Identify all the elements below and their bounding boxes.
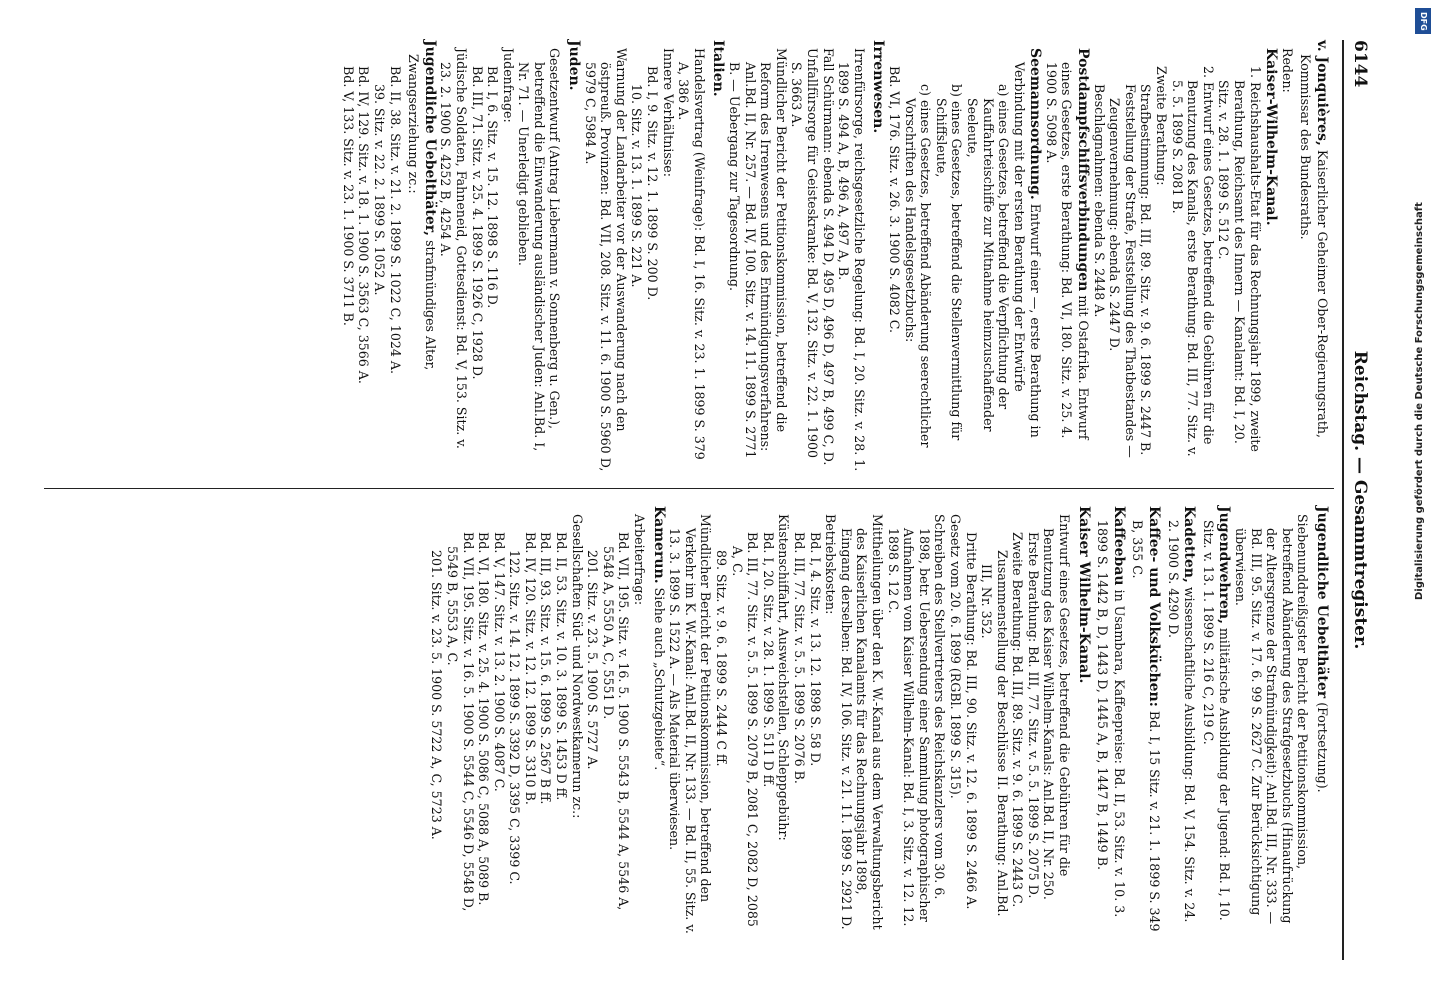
index-entry: [1138, 40, 1154, 472]
index-entry: [438, 40, 469, 472]
index-text: Jüdische Soldaten, Fahneneid, Gottesdienst: Bd. V, 153. Sitz. v. 23. 2. 1900 S. 4252 B, 4254 A.: [438, 48, 469, 449]
index-heading-entry: [1298, 40, 1330, 472]
index-text: Siehe auch „Schutzgebiete“.: [651, 587, 667, 771]
index-entry: [469, 40, 485, 472]
index-text: Gesetzentwurf (Antrag Liebermann v. Sonnenberg u. Gen.), betreffend die Einwanderung ausländischer Juden: Anl.Bd. I, Nr. 71. — Unerledigt geblieben.: [516, 48, 563, 452]
index-keyword: Kaffeebau: [1110, 506, 1127, 586]
index-text: b) eines Gesetzes, betreffend die Stellenvermittlung für Schiffsleute,: [933, 84, 965, 441]
index-text: Küstenschiffahrt, Ausweichstellen, Schleppgebühr:: [776, 514, 792, 841]
index-text: wissenschaftliche Ausbildung: Bd. V, 154. Sitz. v. 24. 2. 1900 S. 4290 D.: [1165, 520, 1198, 923]
index-entry: [729, 506, 760, 938]
index-text: Bd. I, 15 Sitz. v. 21. 1. 1899 S. 349 B, 355 C.: [1130, 520, 1163, 932]
index-entry: [582, 40, 629, 472]
index-entry: [631, 506, 647, 938]
index-text: Bd. II, 38. Sitz. v. 21. 2. 1899 S. 1022 C, 1024 A.: [387, 66, 403, 374]
index-text: Unfallfürsorge für Geisteskranke: Bd. V, 132. Sitz. v. 22. 1. 1900 S. 3663 A.: [789, 48, 820, 459]
index-text: Zweite Berathung: Bd. III, 89. Sitz. v. 9. 6. 1899 S. 2443 C.: [1010, 532, 1026, 908]
index-keyword: Kamerun.: [650, 506, 667, 584]
index-text: Reden:: [1279, 48, 1295, 93]
index-keyword: v. Jonquières,: [1314, 40, 1330, 146]
index-heading-entry: [1095, 506, 1127, 938]
index-entry: [585, 506, 601, 938]
index-entry: [1025, 506, 1041, 938]
index-text: Bd. VII, 195. Sitz. v. 16. 5. 1900 S. 5543 B, 5544 A, 5546 A, 5548 A, 5550 A, C, 5551 D.: [600, 532, 632, 911]
index-entry: [964, 40, 1011, 472]
index-text: strafmündiges Alter, Zwangserziehung zc.:: [406, 54, 438, 371]
index-entry: [933, 40, 964, 472]
index-text: 2. Entwurf eines Gesetzes, betreffend die Gebühren für die Benutzung des Kanals, erste Berathung: Bd. III, 77. Sitz. v. 5. 5. 1899 S. 2081 B.: [1169, 66, 1216, 457]
index-entry: [444, 506, 475, 938]
index-entry: [1232, 506, 1310, 938]
index-entry: [963, 506, 979, 938]
index-entry: [1091, 40, 1107, 472]
index-text: Bd. III, 77. Sitz. v. 5. 5. 1899 S. 2076 B.: [792, 532, 807, 784]
dfg-credit-text: Digitalisierung gefördert durch die Deutsche Forschungsgemeinschaft: [1414, 202, 1425, 600]
index-keyword: Jugendliche Uebelthäter: [1314, 506, 1330, 699]
index-entry: [644, 40, 660, 472]
index-entry: [1107, 40, 1138, 472]
index-heading-entry: [1165, 506, 1197, 938]
column-divider: [44, 488, 1334, 489]
index-entry: [807, 506, 823, 938]
index-text: Mittheilungen über den K. W.-Kanal aus dem Verwaltungsbericht des Kaiserlichen Kanalamts für das Rechnungsjahr 1898, Eingang derselben: Bd. IV, 106. Sitz. v. 21. 11. 1899 S. 2921 D.: [838, 514, 885, 930]
index-text: Bd. V, 147. Sitz. v. 13. 2. 1900 S. 4087 C.: [491, 532, 507, 792]
index-entry: [667, 506, 714, 938]
index-entry: [1216, 40, 1263, 472]
index-entry: [554, 506, 570, 938]
index-entry: [491, 506, 507, 938]
index-entry: [387, 40, 403, 472]
index-entry: [340, 40, 356, 472]
index-text: a) eines Gesetzes, betreffend die Verpflichtung der Kauffahrteischiffe zur Mitnahme heimzuschaffender Seeleute,: [964, 84, 1012, 432]
index-entry: [886, 40, 902, 472]
index-entry: [838, 506, 885, 938]
index-text: Zweite Berathung:: [1154, 66, 1170, 186]
index-keyword: Kaiser-Wilhelm-Kanal.: [1263, 48, 1280, 226]
left-column: [340, 40, 1330, 472]
index-heading-entry: [1075, 506, 1092, 938]
index-text: Handelsvertrag (Weinfrage): Bd. I, 16. Sitz. v. 23. 1. 1899 S. 379 A, 386 A.: [676, 48, 707, 460]
index-heading-entry: [1263, 40, 1280, 472]
index-text: Bd. III, 71. Sitz. v. 25. 4. 1899 S. 1926 C, 1928 D.: [469, 66, 485, 380]
index-heading-entry: [406, 40, 438, 472]
index-text: Schreiben des Stellvertreters des Reichskanzlers vom 30. 6. 1898, betr. Uebersendung einer Sammlung photographischer Aufnahmen vom Kaiser Wilhelm-Kanal: Bd. I, 3. Sitz. v. 12. 12. 1898 S. 12 C.: [885, 514, 948, 927]
index-text: Gesetz vom 20. 6. 1899 (RGBl. 1899 S. 315).: [947, 514, 963, 799]
index-keyword: Jugendliche Uebelthäter,: [421, 40, 438, 237]
header-rule: [1342, 40, 1344, 960]
right-column: [429, 506, 1330, 938]
index-entry: [1279, 40, 1295, 472]
index-keyword: Kadetten,: [1181, 506, 1198, 583]
index-entry: [371, 40, 387, 472]
index-text: Zusammenstellung der Beschlüsse II. Berathung: Anl.Bd. III, Nr. 352.: [979, 550, 1010, 917]
index-entry: [538, 506, 554, 938]
index-text: Strafbestimmung: Bd. III, 89. Sitz. v. 9. 6. 1899 S. 2447 B.: [1138, 84, 1154, 456]
dfg-logo: DFG: [1415, 8, 1431, 34]
index-entry: [820, 40, 836, 472]
index-text: c) eines Gesetzes, betreffend Abänderung seerechtlicher Vorschriften des Handelsgesetzbuchs:: [902, 84, 934, 448]
index-text: Bd. III, 77. Sitz. v. 5. 5. 1899 S. 2079 B, 2081 C, 2082 D, 2085 A, C.: [729, 532, 761, 927]
index-heading-entry: [870, 40, 887, 472]
index-entry: [947, 506, 963, 938]
index-entry: [516, 40, 563, 472]
index-text: militärische Ausbildung der Jugend: Bd. I, 10. Sitz. v. 13. 1. 1899 S. 216 C, 219 C.: [1200, 520, 1233, 921]
index-entry: [791, 506, 807, 938]
index-entry: [522, 506, 538, 938]
index-entry: [1041, 506, 1072, 938]
index-text: Bd. IV, 120. Sitz. v. 12. 12. 1899 S. 3310 B.: [522, 532, 538, 805]
index-entry: [660, 40, 676, 472]
index-text: Warnung der Landarbeiter vor der Auswanderung nach den östpreuß. Provinzen: Bd. VII, 208. Sitz. v. 11. 6. 1900 S. 5960 D, 5979 C, 5984 A.: [582, 48, 629, 472]
index-text: Bd. I, 20. Sitz. v. 28. 1. 1899 S. 511 D ff.: [760, 532, 776, 788]
index-text: Irrenfürsorge, reichsgesetzliche Regelung: Bd. I, 20. Sitz. v. 28. 1. 1899 S. 494 A, B, 496 A, 497 A, B.: [836, 48, 867, 472]
index-entry: [629, 40, 645, 472]
index-text: Arbeiterfrage:: [632, 514, 648, 606]
page-title: Reichstag. — Gesammtregister.: [1350, 350, 1370, 650]
index-text: 1. Reichshaushalts-Etat für das Rechnungsjahr 1899, zweite Berathung, Reichsamt des Innern — Kanalamt: Bd. I, 20. Sitz. v. 28. 1. 1899 S. 512 C.: [1216, 66, 1263, 452]
index-text: Erste Berathung: Bd. III, 77. Sitz. v. 5. 5. 1899 S. 2075 D.: [1025, 532, 1041, 899]
index-heading-entry: [1043, 40, 1091, 472]
index-heading-entry: [1011, 40, 1043, 472]
index-entry: [356, 40, 372, 472]
index-entry: [760, 506, 776, 938]
index-text: Bd. VI, 180. Sitz. v. 25. 4. 1900 S. 5086 C, 5088 A, 5089 B.: [476, 532, 492, 906]
index-text: 122. Sitz. v. 14. 12. 1899 S. 3392 D, 3395 C, 3399 C.: [507, 550, 523, 885]
index-heading-entry: [1130, 506, 1162, 938]
running-header: [1344, 40, 1374, 960]
index-heading-entry: [1313, 506, 1330, 938]
index-entry: [836, 40, 867, 472]
index-text: Betriebskosten:: [823, 514, 839, 615]
index-entry: [713, 506, 729, 938]
index-text: Siebenunddreißigster Bericht der Petitionskommission, betreffend Abänderung des Strafgesetzbuchs (Hinaufrückung der Altersgrenze der Strafmündigkeit): Anl.Bd. III, Nr. 333. — Bd. III, 95. Sitz. v. 17. 6. 99 S. 2627 C. Zur Berücksichtigung überwiesen.: [1233, 514, 1311, 925]
index-text: Bd. VI, 176. Sitz. v. 26. 3. 1900 S. 4082 C.: [886, 66, 902, 333]
index-text: Mündlicher Bericht der Petitionskommission, betreffend die Reform des Irrenwesens und des Entmündigungsverfahrens: Anl.Bd. II, Nr. 257. — Bd. IV, 100. Sitz. v. 14. 11. 1899 S. 2771 B. — Uebergang zur Tagesordnung.: [727, 48, 789, 459]
index-text: Fall Schürmann: ebenda S. 494 D, 495 D, 496 D, 497 B, 499 C, D.: [820, 48, 836, 466]
index-text: Judenfrage:: [500, 48, 516, 123]
index-text: 39. Sitz. v. 22. 2. 1899 S. 1052 A.: [371, 84, 387, 296]
index-text: Mündlicher Bericht der Petitionskommission, betreffend den Verkehr im K. W.-Kanal: Anl.Bd. II, Nr. 133. — Bd. II, 55. Sitz. v. 13. 3. 1899 S. 1522 A. — Als Material überwiesen.: [667, 514, 714, 934]
index-text: Gesellschaften Süd- und Nordwestkamerun zc.:: [569, 514, 585, 819]
index-text: Kaiserlicher Geheimer Ober-Regierungsrath, Kommissar des Bundesraths.: [1298, 54, 1330, 439]
index-entry: [789, 40, 820, 472]
index-entry: [885, 506, 947, 938]
index-text: Bd. IV, 129. Sitz. v. 18. 1. 1900 S. 3563 C, 3566 A.: [356, 66, 372, 384]
index-text: 201. Sitz. v. 23. 5. 1900 S. 5722 A, C, 5723 A.: [429, 550, 445, 840]
index-text: mit Ostafrika. Entwurf eines Gesetzes, erste Berathung: Bd. VI, 180. Sitz. v. 25. 4. 1900 S. 5098 A.: [1043, 62, 1092, 440]
index-heading-entry: [710, 40, 727, 472]
index-keyword: Juden.: [566, 40, 583, 91]
page-number: 6144: [1350, 40, 1370, 88]
index-text: Bd. II, 53. Sitz. v. 10. 3. 1899 S. 1453 D ff.: [554, 532, 570, 801]
index-entry: [600, 506, 631, 938]
index-entry: [500, 40, 516, 472]
index-entry: [1010, 506, 1026, 938]
index-entry: [476, 506, 492, 938]
index-keyword: Jugendwehren,: [1216, 506, 1233, 624]
index-keyword: Italien.: [710, 40, 727, 97]
index-keyword: Postdampfschiffsverbindungen: [1075, 48, 1092, 292]
index-entry: [823, 506, 839, 938]
index-heading-entry: [566, 40, 583, 472]
index-text: Bd. I, 9. Sitz. v. 12. 1. 1899 S. 200 D.: [645, 66, 661, 301]
index-keyword: Irrenwesen.: [870, 40, 887, 134]
index-entry: [429, 506, 445, 938]
index-text: in Usambara, Kaffeepreise: Bd. II, 53. Sitz. v. 10. 3. 1899 S. 1442 B, D, 1443 D, 1445 A, B, 1447 B, 1449 B.: [1095, 520, 1127, 918]
index-entry: [902, 40, 933, 472]
index-text: 10. Sitz. v. 13. 1. 1899 S. 221 A.: [629, 84, 645, 288]
index-entry: [485, 40, 501, 472]
index-text: 201. Sitz. v. 23. 5. 1900 S. 5727 A.: [585, 550, 601, 770]
index-entry: [979, 506, 1010, 938]
index-entry: [1153, 40, 1169, 472]
index-text: (Fortsetzung).: [1315, 702, 1330, 793]
index-text: Feststellung der Strafe, Feststellung des Thatbestandes — Zeugenvernehmung: ebenda S. 2447 D.: [1107, 84, 1138, 458]
index-text: 89. Sitz. v. 9. 6. 1899 S. 2444 C ff.: [714, 550, 730, 767]
index-entry: [569, 506, 585, 938]
dfg-side-strip: [1412, 0, 1434, 1000]
index-text: Bd. I, 6. Sitz. v. 15. 12. 1898 S. 116 D.: [485, 66, 501, 309]
index-text: Bd. VII, 195. Sitz. v. 16. 5. 1900 S. 5544 C, 5546 D, 5548 D, 5549 B, 5553 A, C.: [444, 532, 476, 912]
index-text: Innere Verhältnisse:: [660, 48, 676, 178]
index-entry: [507, 506, 523, 938]
index-text: Beschlagnahmen: ebenda S. 2448 A.: [1091, 84, 1107, 318]
index-heading-entry: [1200, 506, 1232, 938]
page-sheet: [24, 40, 1374, 960]
index-keyword: Kaffee- und Volksküchen:: [1146, 506, 1163, 707]
index-entry: [1169, 40, 1216, 472]
index-text: Entwurf einer —, erste Berathung in Verbindung mit der ersten Berathung der Entwürfe: [1011, 62, 1044, 438]
index-keyword: Kaiser Wilhelm-Kanal.: [1075, 506, 1092, 684]
index-entry: [776, 506, 792, 938]
index-keyword: Seemannsordnung.: [1027, 48, 1044, 200]
index-text: Bd. V, 133. Sitz. v. 23. 1. 1900 S. 3711 B.: [340, 66, 356, 326]
index-text: Bd. I, 4. Sitz. v. 13. 12. 1898 S. 58 D.: [807, 532, 823, 767]
index-entry: [676, 40, 707, 472]
index-heading-entry: [650, 506, 667, 938]
index-text: Bd. III, 93. Sitz. v. 15. 6. 1899 S. 2567 B ff.: [538, 532, 554, 805]
index-entry: [726, 40, 788, 472]
index-text: Dritte Berathung: Bd. III, 90. Sitz. v. 12. 6. 1899 S. 2466 A.: [963, 532, 979, 910]
index-text: Entwurf eines Gesetzes, betreffend die Gebühren für die Benutzung des Kaiser Wilhelm-Kanals: Anl.Bd. II, Nr. 250.: [1041, 514, 1073, 900]
